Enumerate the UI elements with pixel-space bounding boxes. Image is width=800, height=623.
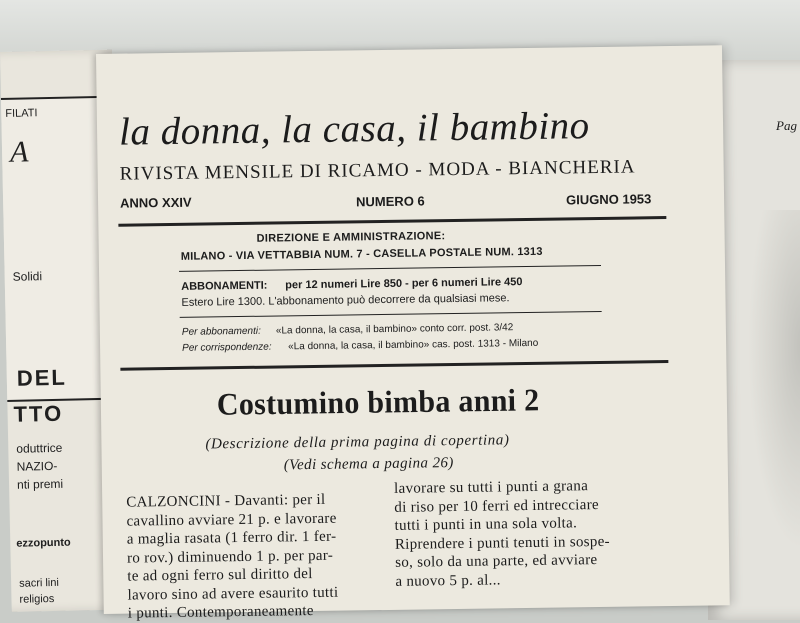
magazine-title: la donna, la casa, il bambino xyxy=(118,104,590,154)
issue-number: NUMERO 6 xyxy=(355,193,425,210)
col2-line: a nuovo 5 p. al... xyxy=(395,571,501,590)
col2-line: Riprendere i punti tenuti in sospe- xyxy=(394,533,611,553)
abbonamenti-text: «La donna, la casa, il bambino» conto corr. post. 3/42 xyxy=(275,322,514,337)
subscriptions-label: ABBONAMENTI: xyxy=(181,279,268,293)
left-headline-1: DEL xyxy=(16,364,68,391)
article-column-1 xyxy=(126,490,398,623)
issue-date: GIUGNO 1953 xyxy=(565,191,652,208)
article-title: Costumino bimba anni 2 xyxy=(216,382,540,423)
col1-line: CALZONCINI - Davanti: per il xyxy=(126,491,326,511)
right-page-label: Pag xyxy=(776,118,797,133)
left-solidi: Solidi xyxy=(12,269,43,284)
subscriptions-line-2: Estero Lire 1300. L'abbonamento può decorrere da qualsiasi mese. xyxy=(181,292,510,309)
subscriptions-text: per 12 numeri Lire 850 - per 6 numeri Lire 450 xyxy=(285,276,523,292)
corrispondenza-label: Per corrispondenze: xyxy=(182,341,272,354)
info-rule-3 xyxy=(120,360,668,371)
col1-line: lavoro sino ad avere esaurito tutti xyxy=(127,584,339,604)
corrispondenza-text: «La donna, la casa, il bambino» cas. post. 1313 - Milano xyxy=(288,337,539,353)
col2-line: lavorare su tutti i punti a grana xyxy=(393,478,589,497)
col2-line: so, solo da una parte, ed avviare xyxy=(395,552,598,571)
col1-line: cavallino avviare 21 p. e lavorare xyxy=(126,510,337,530)
left-filati: FILATI xyxy=(5,107,38,120)
masthead-rule xyxy=(118,216,666,227)
right-page-illustration xyxy=(748,210,800,550)
article-column-2 xyxy=(394,476,676,591)
left-line-4: ezzopunto xyxy=(16,536,71,550)
col2-line: di riso per 10 ferri ed intrecciare xyxy=(394,496,600,516)
col1-line: ro rov.) diminuendo 1 p. per par- xyxy=(126,547,334,567)
col1-line: te ad ogni ferro sul diritto del xyxy=(127,566,313,585)
info-rule-2 xyxy=(180,311,602,318)
col2-line: tutti i punti in una sola volta. xyxy=(394,515,578,534)
left-line-2: NAZIO- xyxy=(16,458,58,474)
col1-line: a maglia rasata (1 ferro dir. 1 fer- xyxy=(126,528,337,548)
left-line-5: sacri lini xyxy=(19,576,59,590)
schema-reference: (Vedi schema a pagina 26) xyxy=(283,455,454,474)
article-subtitle: (Descrizione della prima pagina di copertina) xyxy=(205,432,510,453)
col1-line: i punti. Contemporaneamente xyxy=(127,603,314,622)
address: MILANO - VIA VETTABBIA NUM. 7 - CASELLA POSTALE NUM. 1313 xyxy=(180,245,543,263)
left-big-letter: A xyxy=(9,135,29,169)
direction-heading: DIREZIONE E AMMINISTRAZIONE: xyxy=(256,230,446,245)
magazine-subtitle: RIVISTA MENSILE DI RICAMO - MODA - BIANCHERIA xyxy=(119,156,636,185)
info-rule-1 xyxy=(179,265,601,272)
left-line-3: nti premi xyxy=(16,476,64,492)
abbonamenti-label: Per abbonamenti: xyxy=(181,325,261,338)
issue-year: ANNO XXIV xyxy=(119,194,192,211)
magazine-page xyxy=(96,45,730,622)
left-line-1: oduttrice xyxy=(16,440,63,456)
left-line-6: religios xyxy=(19,592,55,606)
left-headline-2: TTO xyxy=(13,400,64,427)
